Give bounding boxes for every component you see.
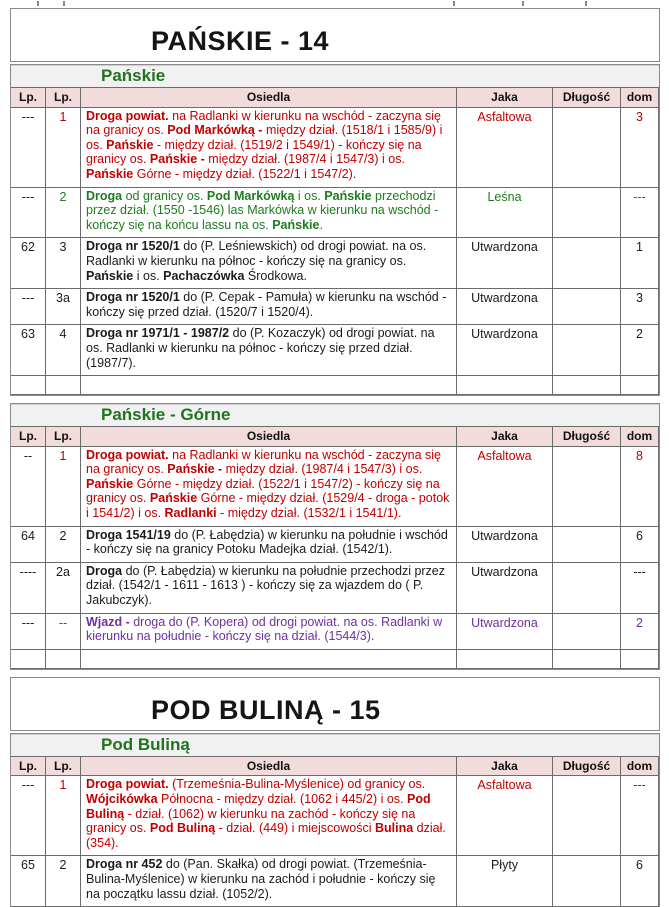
lp-number-cell: 2 — [46, 527, 81, 563]
column-header: dom — [621, 88, 659, 108]
lp-number-cell: 1 — [46, 108, 81, 188]
document-body — [10, 8, 660, 907]
dom-cell: 1 — [621, 238, 659, 289]
text-segment: Pańskie — [106, 137, 154, 152]
empty-cell — [81, 376, 457, 395]
dom-cell: 6 — [621, 527, 659, 563]
text-segment: - między dział. (1532/1 i 1541/1). — [216, 506, 402, 521]
lp-number-cell: --- — [11, 614, 46, 650]
osiedla-cell — [81, 527, 457, 563]
text-segment: do (P. Kozaczyk) od drogi powiat. na os. Radlanki w kierunku na północ - kończy się przed dział. (1987/7). — [86, 326, 435, 370]
page-crop-tick — [453, 1, 455, 6]
text-segment: Górne — [180, 405, 231, 425]
jaka-cell: Asfaltowa — [457, 447, 553, 527]
dlugosc-cell — [553, 289, 621, 325]
text-segment: Pańskie - — [101, 405, 181, 425]
section-header — [11, 404, 659, 427]
lp-number-cell: 65 — [11, 856, 46, 907]
column-header: Lp. — [11, 427, 46, 447]
text-segment: Pod Buliną — [101, 734, 190, 754]
text-segment: między dział. (1987/4 i 1547/3) i os. — [208, 152, 405, 167]
text-segment: do (P. Leśniewskich) od drogi powiat. na os. Radlanki w kierunku na północ - kończy się na granicy os. — [86, 239, 427, 268]
lp-number-cell: ---- — [11, 563, 46, 614]
column-header: Lp. — [11, 88, 46, 108]
dlugosc-cell — [553, 238, 621, 289]
jaka-cell: Leśna — [457, 188, 553, 239]
text-segment: dział. (354). — [86, 821, 446, 850]
column-header: Lp. — [46, 427, 81, 447]
text-segment: Środkowa. — [244, 268, 307, 283]
chapter-title: PAŃSKIE - 14 — [151, 26, 330, 56]
lp-number-cell: 64 — [11, 527, 46, 563]
lp-number-cell: --- — [11, 776, 46, 856]
section-header — [11, 65, 659, 88]
text-segment: Górne - między dział. (1529/4 - droga - potok i 1541/2) i os. — [86, 491, 450, 521]
jaka-cell: Utwardzona — [457, 289, 553, 325]
text-segment: Górne - między dział. (1522/1 i 1547/2) - kończy się na granicy os. — [86, 476, 440, 506]
column-header: Lp. — [46, 88, 81, 108]
dom-cell: 3 — [621, 108, 659, 188]
jaka-cell: Utwardzona — [457, 238, 553, 289]
text-segment: Droga powiat. — [86, 108, 169, 123]
text-segment: Pańskie - — [149, 152, 209, 167]
column-header: Jaka — [457, 427, 553, 447]
dlugosc-cell — [553, 325, 621, 376]
dlugosc-cell — [553, 527, 621, 563]
text-segment: (Trzemeśnia-Bulina-Myślenice) od granicy os. — [168, 777, 426, 792]
jaka-cell: Utwardzona — [457, 527, 553, 563]
text-segment: . — [319, 217, 323, 232]
column-header: Lp. — [46, 757, 81, 777]
lp-number-cell: 62 — [11, 238, 46, 289]
jaka-cell: Utwardzona — [457, 563, 553, 614]
text-segment: - dział. (449) i miejscowości — [215, 821, 375, 836]
roads-table — [10, 64, 660, 396]
text-segment: Droga nr 1971/1 - 1987/2 — [86, 326, 230, 341]
column-header: Długość — [553, 757, 621, 777]
text-segment: i os. — [294, 188, 325, 203]
lp-number-cell: --- — [11, 108, 46, 188]
empty-cell — [11, 376, 46, 395]
text-segment: Pańskie — [86, 268, 134, 283]
text-segment: Droga 1541/19 — [86, 527, 171, 542]
text-segment: Droga powiat. — [86, 777, 169, 792]
osiedla-cell — [81, 108, 457, 188]
text-segment: Pańskie — [86, 166, 134, 181]
lp-number-cell: --- — [11, 188, 46, 239]
column-header: dom — [621, 427, 659, 447]
column-header: Osiedla — [81, 427, 457, 447]
roads-table — [10, 403, 660, 670]
lp-number-cell: 1 — [46, 776, 81, 856]
text-segment: Pańskie — [272, 217, 320, 232]
column-header: Jaka — [457, 88, 553, 108]
osiedla-cell — [81, 614, 457, 650]
empty-cell — [553, 650, 621, 669]
text-segment: do (Pan. Skałka) od drogi powiat. (Trzemeśnia-Bulina-Myślenice) w kierunku na zachód i południe - kończy się na początku lassu dział. (1052/2). — [86, 857, 436, 901]
column-header: Osiedla — [81, 757, 457, 777]
dlugosc-cell — [553, 188, 621, 239]
text-segment: Pańskie - — [167, 462, 226, 477]
empty-cell — [46, 650, 81, 669]
osiedla-cell — [81, 188, 457, 239]
dlugosc-cell — [553, 108, 621, 188]
dom-cell: 6 — [621, 856, 659, 907]
lp-number-cell: -- — [46, 614, 81, 650]
text-segment: Pańskie — [324, 188, 372, 203]
text-segment: Pańskie — [86, 476, 134, 491]
lp-number-cell: 2 — [46, 856, 81, 907]
lp-number-cell: --- — [11, 289, 46, 325]
text-segment: Pod Buliną — [149, 821, 216, 836]
empty-cell — [621, 650, 659, 669]
osiedla-cell — [81, 856, 457, 907]
text-segment: między dział. (1987/4 i 1547/3) i os. — [225, 462, 423, 477]
column-header: Długość — [553, 88, 621, 108]
text-segment: do (P. Cepak - Pamuła) w kierunku na wschód - kończy się przed dział. (1520/7 i 1520/4). — [86, 290, 447, 319]
text-segment: Pod Buliną — [86, 792, 431, 821]
text-segment: Droga powiat. — [86, 447, 169, 462]
lp-number-cell: 63 — [11, 325, 46, 376]
text-segment: Radlanki — [164, 506, 217, 521]
text-segment: na Radlanki w kierunku na wschód - zaczyna się na granicy os. — [86, 447, 442, 477]
column-header: Lp. — [11, 757, 46, 777]
text-segment: i os. — [133, 268, 164, 283]
text-segment: Wjazd - — [86, 614, 134, 629]
dom-cell: 2 — [621, 325, 659, 376]
text-segment: Droga — [86, 188, 123, 203]
text-segment: Bulina — [374, 821, 414, 836]
page-crop-tick — [522, 1, 524, 6]
dom-cell: 8 — [621, 447, 659, 527]
dom-cell: --- — [621, 776, 659, 856]
dlugosc-cell — [553, 447, 621, 527]
text-segment: - między dział. (1519/2 i 1549/1) - kończy się na granicy os. — [86, 137, 422, 167]
jaka-cell: Utwardzona — [457, 325, 553, 376]
column-header: Jaka — [457, 757, 553, 777]
osiedla-cell — [81, 289, 457, 325]
column-header: Długość — [553, 427, 621, 447]
page-crop-tick — [585, 1, 587, 6]
text-segment: Wójcikówka — [86, 792, 158, 806]
roads-table — [10, 733, 660, 907]
dom-cell: --- — [621, 563, 659, 614]
text-segment: Górne - między dział. (1522/1 i 1547/2). — [133, 166, 357, 181]
empty-cell — [457, 650, 553, 669]
chapter-title: POD BULINĄ - 15 — [151, 694, 381, 725]
chapter-title-box — [10, 677, 660, 731]
text-segment: droga do (P. Kopera) od drogi powiat. na os. Radlanki w kierunku na południe - kończy się na dział. (1544/3). — [86, 614, 443, 644]
chapter-title-box — [10, 8, 660, 62]
osiedla-cell — [81, 563, 457, 614]
dom-cell: 3 — [621, 289, 659, 325]
dom-cell: --- — [621, 188, 659, 239]
text-segment: Droga nr 452 — [86, 857, 163, 872]
dlugosc-cell — [553, 614, 621, 650]
text-segment: Pod Markówką - — [167, 123, 266, 138]
text-segment: Pachaczówka — [163, 268, 245, 283]
text-segment: Pańskie — [149, 491, 198, 506]
empty-cell — [11, 650, 46, 669]
jaka-cell: Płyty — [457, 856, 553, 907]
page-crop-tick — [63, 1, 65, 6]
lp-number-cell: 4 — [46, 325, 81, 376]
text-segment: między dział. (1518/1 i 1585/9) i os. — [86, 123, 443, 152]
text-segment: do (P. Łabędzia) w kierunku na południe przechodzi przez dział. (1542/1 - 1611 - 1613 ) - kończy się za wjazdem do ( P. Jakubczyk). — [86, 563, 446, 608]
lp-number-cell: 3 — [46, 238, 81, 289]
dlugosc-cell — [553, 776, 621, 856]
lp-number-cell: 1 — [46, 447, 81, 527]
empty-cell — [553, 376, 621, 395]
lp-number-cell: -- — [11, 447, 46, 527]
text-segment: na Radlanki w kierunku na wschód - zaczyna się na granicy os. — [86, 108, 442, 138]
osiedla-cell — [81, 325, 457, 376]
page-crop-tick — [37, 1, 39, 6]
text-segment: do (P. Łabędzia) w kierunku na południe i wschód - kończy się na granicy Potoku Madejka dział. (1542/1). — [86, 527, 448, 557]
empty-cell — [621, 376, 659, 395]
osiedla-cell — [81, 776, 457, 856]
empty-cell — [457, 376, 553, 395]
text-segment: Droga nr 1520/1 — [86, 239, 180, 254]
jaka-cell: Asfaltowa — [457, 776, 553, 856]
section-header — [11, 734, 659, 757]
column-header: Osiedla — [81, 88, 457, 108]
text-segment: Pod Markówką — [206, 188, 295, 203]
text-segment: - dział. (1062) w kierunku na zachód - kończy się na granicy os. — [86, 806, 416, 836]
text-segment: Północna - między dział. (1062 i 445/2) i os. — [157, 792, 407, 806]
text-segment: Droga — [86, 563, 123, 578]
text-segment: przechodzi przez dział. (1550 -1546) las Markówka w kierunku na wschód - kończy się na końcu lassu na os. — [86, 188, 439, 232]
osiedla-cell — [81, 447, 457, 527]
lp-number-cell: 3a — [46, 289, 81, 325]
column-header: dom — [621, 757, 659, 777]
text-segment: Pańskie — [101, 66, 166, 85]
lp-number-cell: 2 — [46, 188, 81, 239]
text-segment: Droga nr 1520/1 — [86, 290, 180, 305]
osiedla-cell — [81, 238, 457, 289]
dlugosc-cell — [553, 856, 621, 907]
text-segment: od granicy os. — [122, 188, 207, 203]
jaka-cell: Asfaltowa — [457, 108, 553, 188]
empty-cell — [81, 650, 457, 669]
empty-cell — [46, 376, 81, 395]
jaka-cell: Utwardzona — [457, 614, 553, 650]
dlugosc-cell — [553, 563, 621, 614]
dom-cell: 2 — [621, 614, 659, 650]
lp-number-cell: 2a — [46, 563, 81, 614]
